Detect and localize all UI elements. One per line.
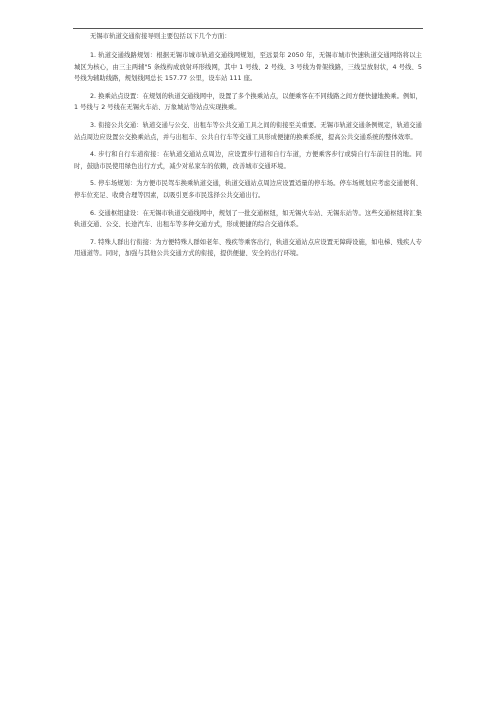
paragraph-walking-cycling: 4. 步行和自行车道衔接：在轨道交通站点周边，应设置步行道和自行车道，方便乘客步行或骑自行车前往目的地。同时，鼓励市民使用绿色出行方式，减少对私家车的依赖，改善城市交通环境。 [74,151,422,170]
paragraph-parking: 5. 停车场规划：为方便市民驾车换乘轨道交通，轨道交通站点周边应设置适量的停车场。停车场规划应考虑交通便利、停车位充足、收费合理等因素，以吸引更多市民选择公共交通出行。 [74,180,422,199]
paragraph-special-groups: 7. 特殊人群出行衔接：为方便特殊人群如老年、残疾等乘客出行，轨道交通站点应设置无障碍设施，如电梯、残疾人专用通道等。同时，加强与其他公共交通方式的衔接，提供便捷、安全的出行环境。 [74,238,422,258]
paragraph-public-transit: 3. 衔接公共交通：轨道交通与公交、出租车等公共交通工具之间的衔接至关重要。无锡市轨道交通条例规定，轨道交通站点周边应设置公交换乘站点，并与出租车、公共自行车等交通工具形成便捷的换乘系统，提高公共交通系统的整体效率。 [74,121,422,141]
intro-line: 无锡市轨道交通衔接导则主要包括以下几个方面： [90,33,231,40]
header-rule [73,28,423,29]
paragraph-route-planning: 1. 轨道交通线路规划：根据无锡市城市轨道交通线网规划，至远景年 2050 年，无锡市城市快速轨道交通网络将以主城区为核心，由三主两辅"5 条线构成放射环形线网，其中 1 号线、2 号线、3 号线为骨架线路，三线呈放射状，4 号线、5 号线为辅助线路，规划线网总长 157.77 公里，设车站 111 座。 [74,52,422,83]
paragraph-transport-hubs: 6. 交通枢纽建设：在无锡市轨道交通线网中，规划了一批交通枢纽，如无锡火车站、无锡东站等。这些交通枢纽将汇集轨道交通、公交、长途汽车、出租车等多种交通方式，形成便捷的综合交通体系。 [74,209,422,229]
document-body [74,31,422,266]
paragraph-transfer-stations: 2. 换乘站点设置：在规划的轨道交通线网中，设置了多个换乘站点，以便乘客在不同线路之间方便快捷地换乘。例如，1 号线与 2 号线在无锡火车站、万象城站等站点实现换乘。 [74,92,422,112]
